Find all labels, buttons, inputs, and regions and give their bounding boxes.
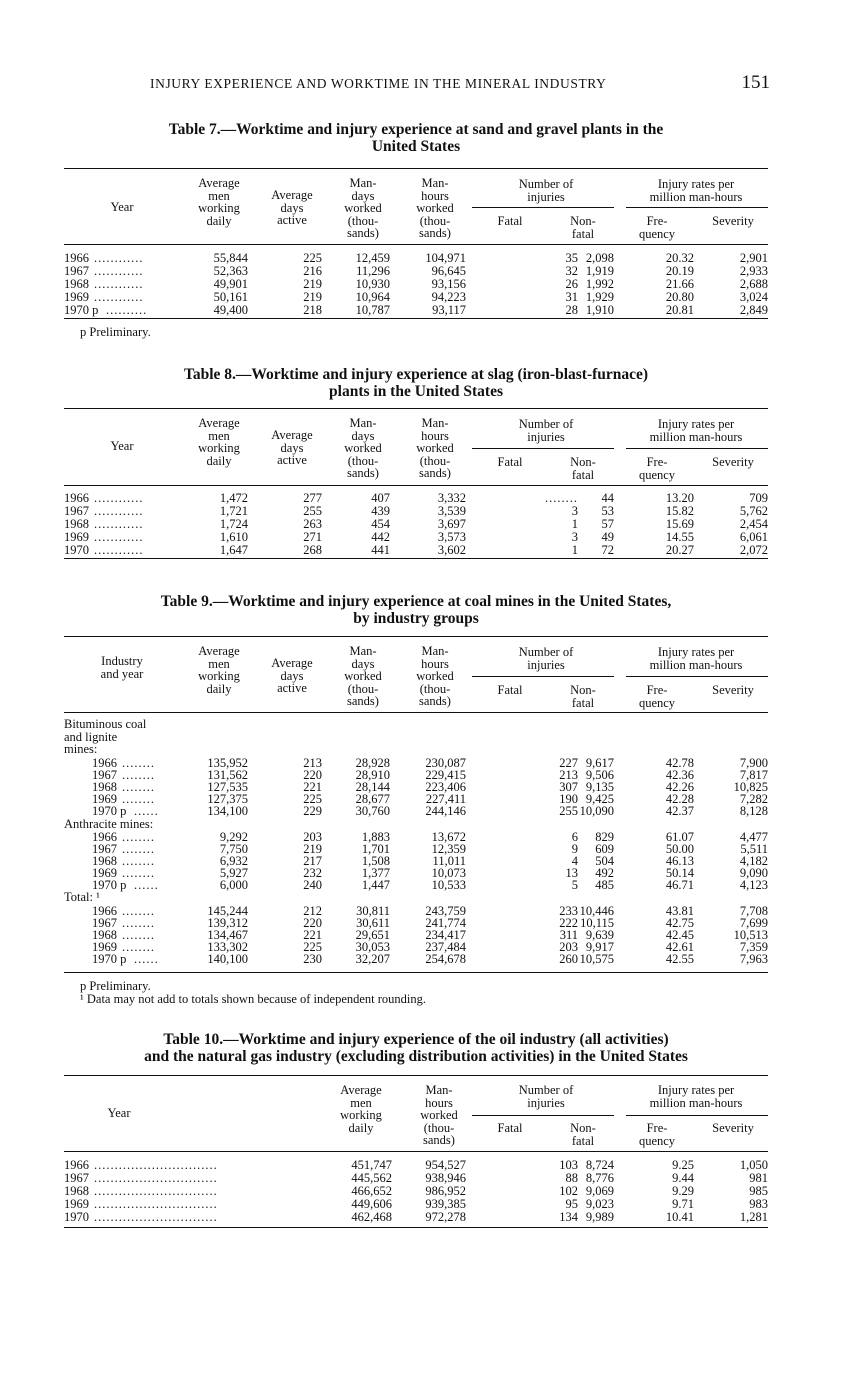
- table-row: 1968 ........ 134,467 221 29,651 234,417 311 9,639 42.45 10,513: [92, 928, 768, 942]
- column-header-days: Average days active: [271, 428, 313, 467]
- table-row: 1970 p .......... 49,400 218 10,787 93,117 28 1,910 20.81 2,849: [64, 303, 768, 317]
- table-row: 1967 ............ 1,721 255 439 3,539 3 53 15.82 5,762: [64, 504, 768, 518]
- column-header-severity: Severity: [712, 455, 754, 469]
- table-8-title: Table 8.—Worktime and injury experience at slag (iron-blast-furnace) plants in the United States: [183, 366, 649, 400]
- injuries-subrule: [472, 676, 614, 677]
- column-header-frequency: Fre- quency: [638, 1121, 676, 1148]
- column-header-fatal: Fatal: [497, 455, 523, 469]
- rates-subrule: [626, 207, 768, 208]
- running-head: INJURY EXPERIENCE AND WORKTIME IN THE MINERAL INDUSTRY: [150, 76, 607, 91]
- table-row: 1967 ........ 139,312 220 30,611 241,774 222 10,115 42.75 7,699: [92, 916, 768, 930]
- column-header-severity: Severity: [712, 214, 754, 228]
- column-header-rates: Injury rates per million man-hours: [649, 1083, 743, 1110]
- column-header-injuries: Number of injuries: [518, 417, 574, 444]
- page-number: 151: [741, 72, 770, 93]
- column-header-frequency: Fre- quency: [638, 214, 676, 241]
- table-10-top-rule: [64, 1075, 768, 1076]
- table-row: 1966 ........ 145,244 212 30,811 243,759 233 10,446 43.81 7,708: [92, 904, 768, 918]
- column-header-nonfatal: Non- fatal: [570, 214, 596, 241]
- column-header-injuries: Number of injuries: [518, 1083, 574, 1110]
- table-row: 1967 .............................. 445,562 938,946 88 8,776 9.44 981: [64, 1171, 768, 1185]
- column-header-fatal: Fatal: [497, 683, 523, 697]
- column-header-manhours: Man- hours worked (thou- sands): [416, 644, 454, 708]
- table-row: 1969 ........ 5,927 232 1,377 10,073 13 492 50.14 9,090: [92, 866, 768, 880]
- table-7-footnote: p Preliminary.: [80, 325, 151, 339]
- table-9-footnote-rounding: ¹ Data may not add to totals shown because of independent rounding.: [80, 992, 427, 1006]
- table-row: 1968 ............ 1,724 263 454 3,697 1 57 15.69 2,454: [64, 517, 768, 531]
- rates-subrule: [626, 676, 768, 677]
- table-9-title: Table 9.—Worktime and injury experience at coal mines in the United States, by industry groups: [160, 593, 672, 627]
- table-10-title: Table 10.—Worktime and injury experience of the oil industry (all activities) and the natural gas industry (excluding distribution activities) in the United States: [144, 1031, 688, 1065]
- column-header-days: Average days active: [271, 188, 313, 227]
- column-header-industry: Industry and year: [100, 654, 144, 681]
- table-row: 1967 ........ 131,562 220 28,910 229,415 213 9,506 42.36 7,817: [92, 768, 768, 782]
- table-row: 1969 .............................. 449,606 939,385 95 9,023 9.71 983: [64, 1197, 768, 1211]
- injuries-subrule: [472, 207, 614, 208]
- table-row: 1969 ........ 133,302 225 30,053 237,484 203 9,917 42.61 7,359: [92, 940, 768, 954]
- table-7-title: Table 7.—Worktime and injury experience at sand and gravel plants in the United States: [168, 121, 664, 155]
- table-10-header-rule: [64, 1151, 768, 1152]
- column-header-days: Average days active: [271, 656, 313, 695]
- column-header-mandays: Man- days worked (thou- sands): [344, 176, 382, 240]
- column-header-severity: Severity: [712, 683, 754, 697]
- column-header-rates: Injury rates per million man-hours: [649, 417, 743, 444]
- table-row: 1970 ............ 1,647 268 441 3,602 1 72 20.27 2,072: [64, 543, 768, 557]
- table-8-top-rule: [64, 408, 768, 409]
- column-header-manhours: Man- hours worked (thou- sands): [416, 416, 454, 480]
- column-header-mandays: Man- days worked (thou- sands): [344, 644, 382, 708]
- column-header-rates: Injury rates per million man-hours: [649, 645, 743, 672]
- column-header-severity: Severity: [712, 1121, 754, 1135]
- column-header-frequency: Fre- quency: [638, 683, 676, 710]
- group-label-anthracite: Anthracite mines:: [64, 817, 154, 831]
- column-header-men: Average men working daily: [198, 176, 240, 228]
- column-header-nonfatal: Non- fatal: [570, 683, 596, 710]
- injuries-subrule: [472, 448, 614, 449]
- table-9-footnote-preliminary: p Preliminary.: [80, 979, 151, 993]
- table-row: 1966 ............ 55,844 225 12,459 104,971 35 2,098 20.32 2,901: [64, 251, 768, 265]
- table-row: 1968 ........ 6,932 217 1,508 11,011 4 504 46.13 4,182: [92, 854, 768, 868]
- rates-subrule: [626, 448, 768, 449]
- group-label-total: Total: ¹: [64, 890, 100, 904]
- column-header-men: Average men working daily: [198, 416, 240, 468]
- column-header-nonfatal: Non- fatal: [570, 455, 596, 482]
- column-header-year: Year: [110, 200, 134, 214]
- table-row: 1969 ............ 50,161 219 10,964 94,223 31 1,929 20.80 3,024: [64, 290, 768, 304]
- table-8-header-rule: [64, 485, 768, 486]
- column-header-injuries: Number of injuries: [518, 645, 574, 672]
- column-header-nonfatal: Non- fatal: [570, 1121, 596, 1148]
- table-row: 1969 ........ 127,375 225 28,677 227,411 190 9,425 42.28 7,282: [92, 792, 768, 806]
- column-header-manhours: Man- hours worked (thou- sands): [416, 176, 454, 240]
- table-10-bottom-rule: [64, 1227, 768, 1228]
- page-header: [150, 72, 770, 96]
- table-row: 1970 p ...... 140,100 230 32,207 254,678 260 10,575 42.55 7,963: [92, 952, 768, 966]
- table-9-top-rule: [64, 636, 768, 637]
- table-7-bottom-rule: [64, 318, 768, 319]
- table-row: 1966 .............................. 451,747 954,527 103 8,724 9.25 1,050: [64, 1158, 768, 1172]
- table-row: 1969 ............ 1,610 271 442 3,573 3 49 14.55 6,061: [64, 530, 768, 544]
- table-row: 1966 ........ 9,292 203 1,883 13,672 6 829 61.07 4,477: [92, 830, 768, 844]
- table-row: 1967 ............ 52,363 216 11,296 96,645 32 1,919 20.19 2,933: [64, 264, 768, 278]
- column-header-year: Year: [107, 1106, 131, 1120]
- column-header-year: Year: [110, 439, 134, 453]
- table-row: 1966 ........ 135,952 213 28,928 230,087 227 9,617 42.78 7,900: [92, 756, 768, 770]
- rates-subrule: [626, 1115, 768, 1116]
- table-7-header-rule: [64, 244, 768, 245]
- injuries-subrule: [472, 1115, 614, 1116]
- table-row: 1966 ............ 1,472 277 407 3,332 ........ 44 13.20 709: [64, 491, 768, 505]
- column-header-fatal: Fatal: [497, 1121, 523, 1135]
- table-row: 1968 ........ 127,535 221 28,144 223,406 307 9,135 42.26 10,825: [92, 780, 768, 794]
- column-header-men: Average men working daily: [340, 1083, 382, 1135]
- table-row: 1970 p ...... 6,000 240 1,447 10,533 5 485 46.71 4,123: [92, 878, 768, 892]
- table-9-bottom-rule: [64, 972, 768, 973]
- column-header-injuries: Number of injuries: [518, 177, 574, 204]
- column-header-rates: Injury rates per million man-hours: [649, 177, 743, 204]
- group-label-bituminous: Bituminous coal and lignite mines:: [64, 717, 147, 756]
- column-header-manhours: Man- hours worked (thou- sands): [420, 1083, 458, 1147]
- table-8-bottom-rule: [64, 558, 768, 559]
- column-header-men: Average men working daily: [198, 644, 240, 696]
- table-row: 1967 ........ 7,750 219 1,701 12,359 9 609 50.00 5,511: [92, 842, 768, 856]
- table-row: 1968 ............ 49,901 219 10,930 93,156 26 1,992 21.66 2,688: [64, 277, 768, 291]
- table-row: 1970 p ...... 134,100 229 30,760 244,146 255 10,090 42.37 8,128: [92, 804, 768, 818]
- table-row: 1970 .............................. 462,468 972,278 134 9,989 10.41 1,281: [64, 1210, 768, 1224]
- column-header-frequency: Fre- quency: [638, 455, 676, 482]
- table-7-top-rule: [64, 168, 768, 169]
- column-header-mandays: Man- days worked (thou- sands): [344, 416, 382, 480]
- table-9-header-rule: [64, 712, 768, 713]
- table-row: 1968 .............................. 466,652 986,952 102 9,069 9.29 985: [64, 1184, 768, 1198]
- column-header-fatal: Fatal: [497, 214, 523, 228]
